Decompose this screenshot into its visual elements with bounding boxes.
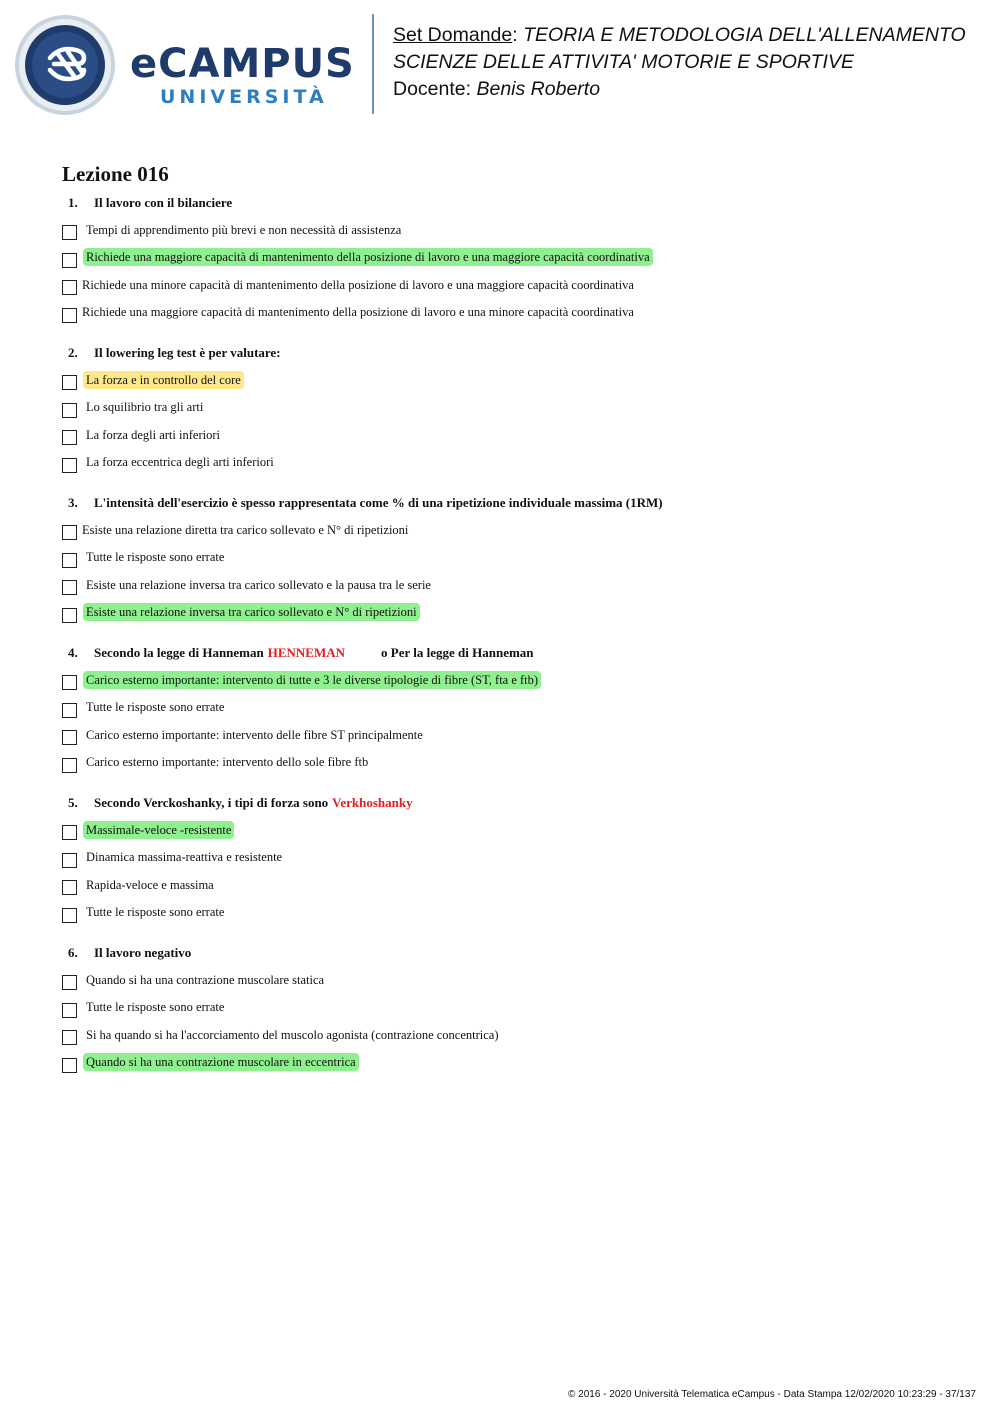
answer-text: Quando si ha una contrazione muscolare statica [86,972,325,987]
question-number: 6. [68,945,78,960]
ecampus-seal-logo [14,14,116,116]
handwritten-correction: HENNEMAN [267,645,346,660]
question-3 [62,490,962,626]
answer-text: Tutte le risposte sono errate [86,700,225,715]
answer-text-highlighted: Quando si ha una contrazione muscolare in eccentrica [83,1053,359,1071]
answer-text: Tempi di apprendimento più brevi e non necessità di assistenza [86,222,402,237]
checkbox[interactable] [62,225,77,240]
checkbox[interactable] [62,580,77,595]
question-4 [62,640,962,776]
answer-option[interactable] [62,871,962,899]
checkbox[interactable] [62,403,77,418]
answer-option[interactable] [62,271,962,299]
page-footer: © 2016 - 2020 Università Telematica eCampus - Data Stampa 12/02/2020 10:23:29 - 37/137 [568,1389,976,1400]
checkbox[interactable] [62,758,77,773]
answer-option[interactable] [62,844,962,872]
checkbox[interactable] [62,280,77,295]
answer-text: Si ha quando si ha l'accorciamento del muscolo agonista (contrazione concentrica) [86,1027,499,1042]
checkbox[interactable] [62,825,77,840]
answer-text: Carico esterno importante: intervento delle fibre ST principalmente [86,727,423,742]
answer-option[interactable] [62,571,962,599]
answer-option[interactable] [62,666,962,694]
question-text: Il lowering leg test è per valutare: [94,345,281,360]
checkbox[interactable] [62,675,77,690]
answer-text: Esiste una relazione diretta tra carico sollevato e N° di ripetizioni [82,522,409,537]
answer-option[interactable] [62,1049,962,1077]
answer-option[interactable] [62,599,962,627]
answer-option[interactable] [62,544,962,572]
answer-text: Carico esterno importante: intervento dello sole fibre ftb [86,755,369,770]
answer-text: La forza degli arti inferiori [86,427,220,442]
answer-text: Richiede una minore capacità di mantenimento della posizione di lavoro e una maggiore capacità coordinativa [82,277,634,292]
answer-option[interactable] [62,694,962,722]
checkbox[interactable] [62,608,77,623]
question-text: Il lavoro con il bilanciere [94,195,233,210]
answer-text: Tutte le risposte sono errate [86,905,225,920]
answer-option[interactable] [62,299,962,327]
question-text: L'intensità dell'esercizio è spesso rappresentata come % di una ripetizione individuale massima (1RM) [94,495,663,510]
answer-option[interactable] [62,749,962,777]
checkbox[interactable] [62,525,77,540]
course-line-2 [393,49,993,76]
course-info [393,22,993,103]
checkbox[interactable] [62,730,77,745]
checkbox[interactable] [62,430,77,445]
question-header [62,340,962,366]
course-title: TEORIA E METODOLOGIA DELL'ALLENAMENTO [523,24,966,46]
question-header [62,790,962,816]
question-text-extra: o Per la legge di Hanneman [381,645,534,660]
answer-option[interactable] [62,449,962,477]
set-label: Set Domande [393,24,513,46]
checkbox[interactable] [62,458,77,473]
checkbox[interactable] [62,1030,77,1045]
question-5 [62,790,962,926]
question-header [62,940,962,966]
question-2 [62,340,962,476]
answer-option[interactable] [62,516,962,544]
answer-text: Lo squilibrio tra gli arti [86,400,204,415]
question-6 [62,940,962,1076]
answer-text-highlighted: Carico esterno importante: intervento di tutte e 3 le diverse tipologie di fibre (ST, fta e ftb) [83,671,541,689]
checkbox[interactable] [62,553,77,568]
question-number: 4. [68,645,78,660]
answer-option[interactable] [62,966,962,994]
answer-text-highlighted: La forza e in controllo del core [83,371,244,389]
header-divider [372,14,374,114]
question-number: 1. [68,195,78,210]
question-header [62,640,962,666]
answer-option[interactable] [62,366,962,394]
question-text: Il lavoro negativo [94,945,192,960]
answer-text: Dinamica massima-reattiva e resistente [86,850,283,865]
question-header [62,190,962,216]
checkbox[interactable] [62,253,77,268]
question-number: 5. [68,795,78,810]
answer-text: Rapida-veloce e massima [86,877,214,892]
checkbox[interactable] [62,975,77,990]
lesson-title: Lezione 016 [62,162,169,186]
answer-text: Tutte le risposte sono errate [86,550,225,565]
answer-text-highlighted: Esiste una relazione inversa tra carico sollevato e N° di ripetizioni [83,603,420,621]
answer-option[interactable] [62,721,962,749]
answer-text-highlighted: Richiede una maggiore capacità di mantenimento della posizione di lavoro e una maggiore capacità coordinativa [83,248,653,266]
checkbox[interactable] [62,853,77,868]
answer-option[interactable] [62,994,962,1022]
question-number: 2. [68,345,78,360]
teacher-label: Docente: [393,78,472,100]
checkbox[interactable] [62,1058,77,1073]
answer-option[interactable] [62,216,962,244]
checkbox[interactable] [62,908,77,923]
course-subtitle: SCIENZE DELLE ATTIVITA' MOTORIE E SPORTIVE [393,51,854,73]
checkbox[interactable] [62,308,77,323]
checkbox[interactable] [62,375,77,390]
answer-option[interactable] [62,899,962,927]
checkbox[interactable] [62,880,77,895]
teacher-line [393,76,993,103]
course-line-1: Set Domande: TEORIA E METODOLOGIA DELL'ALLENAMENTO [393,24,966,46]
answer-text: Tutte le risposte sono errate [86,1000,225,1015]
page-header [0,0,1000,130]
answer-text: La forza eccentrica degli arti inferiori [86,455,274,470]
answer-option[interactable] [62,816,962,844]
answer-text: Esiste una relazione inversa tra carico sollevato e la pausa tra le serie [86,577,431,592]
answer-text-highlighted: Massimale-veloce -resistente [83,821,234,839]
question-text: Secondo la legge di Hanneman [94,645,264,660]
answer-text: Richiede una maggiore capacità di mantenimento della posizione di lavoro e una minore capacità coordinativa [82,305,634,320]
answer-option[interactable] [62,244,962,272]
question-text: Secondo Verckoshanky, i tipi di forza sono [94,795,329,810]
questions-list [62,190,962,1090]
ecampus-wordmark [130,40,360,120]
checkbox[interactable] [62,1003,77,1018]
question-header [62,490,962,516]
handwritten-correction: Verkhoshanky [332,795,413,810]
brand-main-text: eCAMPUS [130,41,355,87]
answer-option[interactable] [62,394,962,422]
brand-sub-text: UNIVERSITÀ [160,86,328,108]
answer-option[interactable] [62,421,962,449]
answer-option[interactable] [62,1021,962,1049]
checkbox[interactable] [62,703,77,718]
teacher-name: Benis Roberto [476,78,601,100]
question-number: 3. [68,495,78,510]
question-1 [62,190,962,326]
